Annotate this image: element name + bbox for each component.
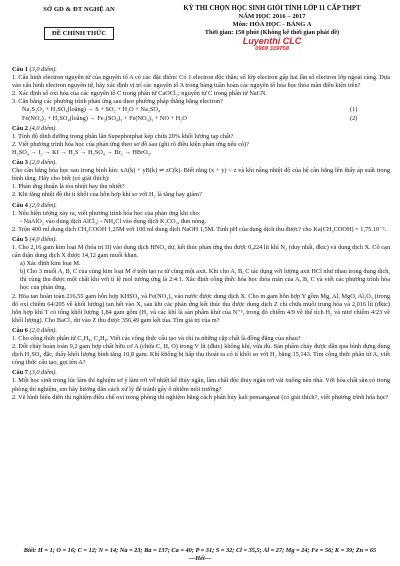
question-points: (2,0 điểm). (29, 159, 57, 167)
equation-number: (1) (350, 106, 358, 114)
question-text: 1. Phản ứng thuận là tỏa nhiệt hay thu nhiệt? (12, 183, 125, 191)
question-points: (4,0 điểm). (29, 124, 57, 132)
question-text: 2. Khi tăng nhiệt độ thì tỉ khối của hỗn hợp khí so với H₂ là tăng hay giảm? (12, 191, 202, 199)
equation-line (12, 115, 390, 123)
question-heading (12, 369, 390, 377)
question-label: Câu 3 (12, 159, 28, 167)
atomic-masses: Biết: H = 1; O = 16; C = 12; N = 14; Na = 23; Ba = 137; Ca = 40; P = 31; S = 32; Cl = 35,5; Al = 27; Mg = 24; Fe = 56; K = 39; Zn = 65 (23, 547, 377, 554)
question-heading (12, 125, 390, 133)
question-label: Câu 5 (12, 235, 28, 243)
question-heading (12, 159, 390, 167)
watermark-name: Luyenthi CLC (242, 36, 302, 46)
header-right (148, 5, 396, 53)
question-text: a) Xác định kim loại M. (20, 260, 81, 268)
exam-year: NĂM HỌC 2016 – 2017 (238, 13, 306, 20)
equation-text: Fe(NO₃)₂ + H₂SO₄(loãng) → Fe₂(SO₄)₃ + Fe(NO₃)₃ + NO + H₂O (22, 114, 187, 122)
equation-number: (2) (350, 114, 358, 122)
department-name: SỞ GD & ĐT NGHỆ AN (43, 6, 115, 13)
question-text: 2. Xác định số oxi hóa của các nguyên tố C trong phân tử CaOCl₂; nguyên tử C trong phân tử NaCN. (12, 90, 267, 98)
equation-line (12, 106, 390, 114)
question-text: b) Cho 3 muối A, B, C của cùng kim loại M ở trên tạo ra từ cùng một axit. Khi cho A, B, C tác dụng với lượng axit HCl như nhau trong dung dịch, thì cùng thu được một chất khí với tỉ lệ mol tương ứng là 2:4:1. Xác định công thức hóa học thỏa mãn của A, B, C và viết các phương trình hóa học của phản ứng. (20, 268, 390, 292)
exam-title: KỲ THI CHỌN HỌC SINH GIỎI TỈNH LỚP 11 CẤP THPT (183, 5, 361, 12)
question-label: Câu 7 (12, 369, 28, 377)
watermark-phone: 0969 339758 (255, 46, 289, 52)
question-text: 1. Một học sinh trong lúc làm thí nghiệm sơ ý làm rơi vỡ nhiệt kế thủy ngân, làm chất độc thủy ngân rơi vãi xuống nền nhà. Với hóa chất sẵn có trong phòng thí nghiệm, em hãy hướng dẫn cách xử lý để tránh gây ô nhiễm môi trường? (12, 377, 390, 393)
header-left (24, 6, 134, 40)
question-text: 2. Vẽ hình biểu diễn thí nghiệm điều chế oxi trong phòng thí nghiệm bằng cách phân hủy kali pemanganat (có giải thích?, viết phương trình hóa học? (12, 393, 389, 401)
question-points: (2,0 điểm). (29, 326, 57, 334)
question-text: H₂SO₄ → I₂ → KI → H₂S → H₂SO₄ → Br₂ → HBrO₃. (12, 148, 152, 156)
question-label: Câu 1 (12, 66, 28, 73)
question-text: - NaAlO₂ vào dung dịch AlCl₃; - NH₄Cl vào dung dịch K₂CO₃, đun nóng. (20, 217, 207, 225)
question-label: Câu 4 (12, 201, 28, 209)
question-text: Cho cân bằng hóa học sau trong bình kín: xA(k) + yB(k) ⇌ zC(k). Biết rằng (x + y) < z và khi nâng nhiệt độ của hệ cân bằng lên thấy áp suất trong bình tăng. Hãy cho biết (có giải thích): (12, 167, 390, 183)
question-heading (12, 327, 390, 335)
question-text: 2. Hòa tan hoàn toàn 216,55 gam hỗn hợp KHSO₄ và Fe(NO₃)₃ vào nước được dung dịch X. Cho m gam hỗn hợp Y gồm Mg, Al, MgO, Al₂O₃ (trong đó oxi chiếm 64/205 về khối lượng) tan hết vào X, sau khi các phản ứng kết thúc thu được dung dịch Z chỉ chứa muối trung hòa và 2,016 lít (đktc) hỗn hợp khí T có tổng khối lượng 1,84 gam gồm (H₂ và các khí là sản phẩm khử của N⁺⁵, trong đó chiếm 4/9 về thể tích H₂ và nitơ chiếm 4/23 về khối lượng). Cho BaCl₂ dư vào Z thu được 356,49 gam kết tủa. Tìm giá trị của m? (12, 292, 390, 324)
question-text: 2. Đốt cháy hoàn toàn 9,2 gam hợp chất hữu cơ A (chứa C, H, O) trong V lít (đktc) không khí, vừa đủ. Sản phẩm cháy được dẫn qua bình đựng dung dịch H₂SO₄ đặc, thấy khối lượng bình tăng 10,8 gam. Khí không bị hấp thụ thoát ra có tỉ khối so với H₂ bằng 15,143. Tìm công thức phân tử A, viết công thức cấu tạo, gọi tên A? (12, 343, 390, 367)
exam-time: Thời gian: 150 phút (Không kể thời gian phát đề) (204, 29, 340, 36)
question-heading (12, 66, 390, 74)
question-text: 1. Cho công thức phân tử C₅H₈, C₄H₈. Viết các công thức cấu tạo và chỉ ra những cặp chất là đồng đẳng của nhau? (12, 335, 301, 342)
question-text: 1. Cấu hình electron nguyên tử của nguyên tố A có các đặc điểm: Có 1 electron độc thân; số lớp electron gấp hai lần số electron lớp ngoài cùng. Dựa vào cấu hình electron nguyên tử, hãy xác định vị trí các nguyên tố A trong bảng tuần hoàn các nguyên tố hóa học thỏa mãn điều kiện trên? (12, 74, 390, 90)
question-text: 3. Cân bằng các phương trình phản ứng sau theo phương pháp thăng bằng electron? (12, 98, 223, 106)
footer (10, 547, 390, 563)
question-points: (3,0 điểm). (29, 369, 57, 377)
question-points: (4,0 điểm). (29, 235, 57, 243)
question-label: Câu 2 (12, 124, 28, 132)
question-heading (12, 202, 390, 210)
question-text: 1. Nêu hiện tượng xảy ra, viết phương trình hóa học của phản ứng khi cho: (12, 209, 201, 217)
exam-content (12, 64, 390, 402)
question-text: 1. Tính độ dinh dưỡng trong phân lân Supephotphat kép chứa 20% khối lượng tạp chất? (12, 132, 234, 140)
question-points: (2,0 điểm). (29, 201, 57, 209)
exam-subject: Môn: HÓA HỌC - BẢNG A (232, 21, 312, 28)
official-exam-label: ĐỀ CHÍNH THỨC (44, 27, 114, 40)
question-text: 2. Viết phương trình hóa học của phản ứng theo sơ đồ sau (ghi rõ điều kiện phản ứng nếu có)? (12, 140, 249, 148)
question-text: 2. Trộn 400 ml dung dịch CH₃COOH 1,25M với 100 ml dung dịch NaOH 1,5M. Tính pH của dung dịch thu được? cho Ka(CH₃COOH) = 1,75.10⁻⁵. (12, 225, 387, 233)
question-points: (3,0 điểm). (29, 66, 57, 73)
end-mark: ---Hết--- (188, 555, 212, 562)
question-label: Câu 6 (12, 326, 28, 334)
question-text: 1. Cho 2,16 gam kim loại M (hóa trị II) vào dung dịch HNO₃ dư, kết thúc phản ứng thu được 0,224 lít khí N₂ (duy nhất, đktc) và dung dịch X. Cô cạn cẩn thận dung dịch X được 14,12 gam muối khan. (12, 243, 390, 260)
equation-text: Na₂S₂O₃ + H₂SO₄(loãng) → S + SO₂ + H₂O + Na₂SO₄ (22, 106, 161, 114)
question-heading (12, 236, 390, 244)
